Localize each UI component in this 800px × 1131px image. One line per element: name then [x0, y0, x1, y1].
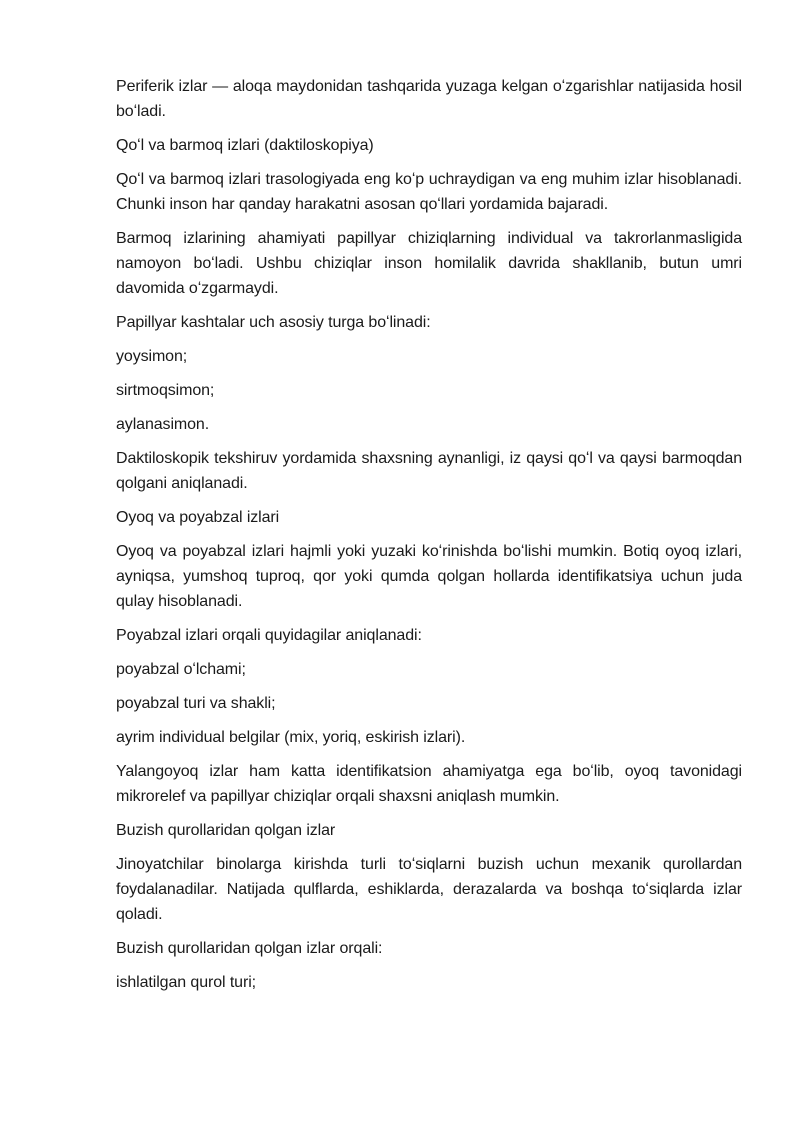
- heading-burglary-tool-traces: Buzish qurollaridan qolgan izlar: [116, 822, 336, 839]
- list-item-loop: sirtmoqsimon;: [116, 382, 215, 399]
- paragraph-tool-traces-intro: Buzish qurollaridan qolgan izlar orqali:: [116, 940, 383, 957]
- paragraph-fingerprint-significance: Barmoq izlarining ahamiyati papillyar chiziqlarning individual va takrorlanmasligida namoyon boʻladi. Ushbu chiziqlar inson homilalik davrida shakllanib, butun umri davomida oʻzgarmaydi.: [116, 230, 742, 297]
- paragraph-foot-shoe-types: Oyoq va poyabzal izlari hajmli yoki yuzaki koʻrinishda boʻlishi mumkin. Botiq oyoq izlari, ayniqsa, yumshoq tuproq, qor yoki qumda qolgan hollarda identifikatsiya uchun juda qulay hisoblanadi.: [116, 543, 742, 610]
- paragraph-peripheral-traces: Periferik izlar — aloqa maydonidan tashqarida yuzaga kelgan oʻzgarishlar natijasida hosil boʻladi.: [116, 78, 742, 120]
- paragraph-shoe-determines-intro: Poyabzal izlari orqali quyidagilar aniqlanadi:: [116, 627, 422, 644]
- document-page: [116, 74, 742, 1004]
- paragraph-burglary-tools: Jinoyatchilar binolarga kirishda turli toʻsiqlarni buzish uchun mexanik qurollardan foydalanadilar. Natijada qulflarda, eshiklarda, derazalarda va boshqa toʻsiqlarda izlar qoladi.: [116, 856, 742, 923]
- heading-hand-finger-traces: Qoʻl va barmoq izlari (daktiloskopiya): [116, 137, 374, 154]
- list-item-tool-type: ishlatilgan qurol turi;: [116, 974, 256, 991]
- list-item-shoe-size: poyabzal oʻlchami;: [116, 661, 246, 678]
- heading-foot-shoe-traces: Oyoq va poyabzal izlari: [116, 509, 280, 526]
- paragraph-barefoot-traces: Yalangoyoq izlar ham katta identifikatsion ahamiyatga ega boʻlib, oyoq tavonidagi mikrorelef va papillyar chiziqlar orqali shaxsni aniqlash mumkin.: [116, 763, 742, 805]
- list-item-individual-marks: ayrim individual belgilar (mix, yoriq, eskirish izlari).: [116, 729, 466, 746]
- list-item-arch: yoysimon;: [116, 348, 188, 365]
- list-item-whorl: aylanasimon.: [116, 416, 210, 433]
- paragraph-hand-finger-importance: Qoʻl va barmoq izlari trasologiyada eng koʻp uchraydigan va eng muhim izlar hisoblanadi. Chunki inson har qanday harakatni asosan qoʻllari yordamida bajaradi.: [116, 171, 742, 213]
- paragraph-papillary-types-intro: Papillyar kashtalar uch asosiy turga boʻlinadi:: [116, 314, 431, 331]
- list-item-shoe-type: poyabzal turi va shakli;: [116, 695, 276, 712]
- paragraph-dactyloscopic-exam: Daktiloskopik tekshiruv yordamida shaxsning aynanligi, iz qaysi qoʻl va qaysi barmoqdan qolgani aniqlanadi.: [116, 450, 742, 492]
